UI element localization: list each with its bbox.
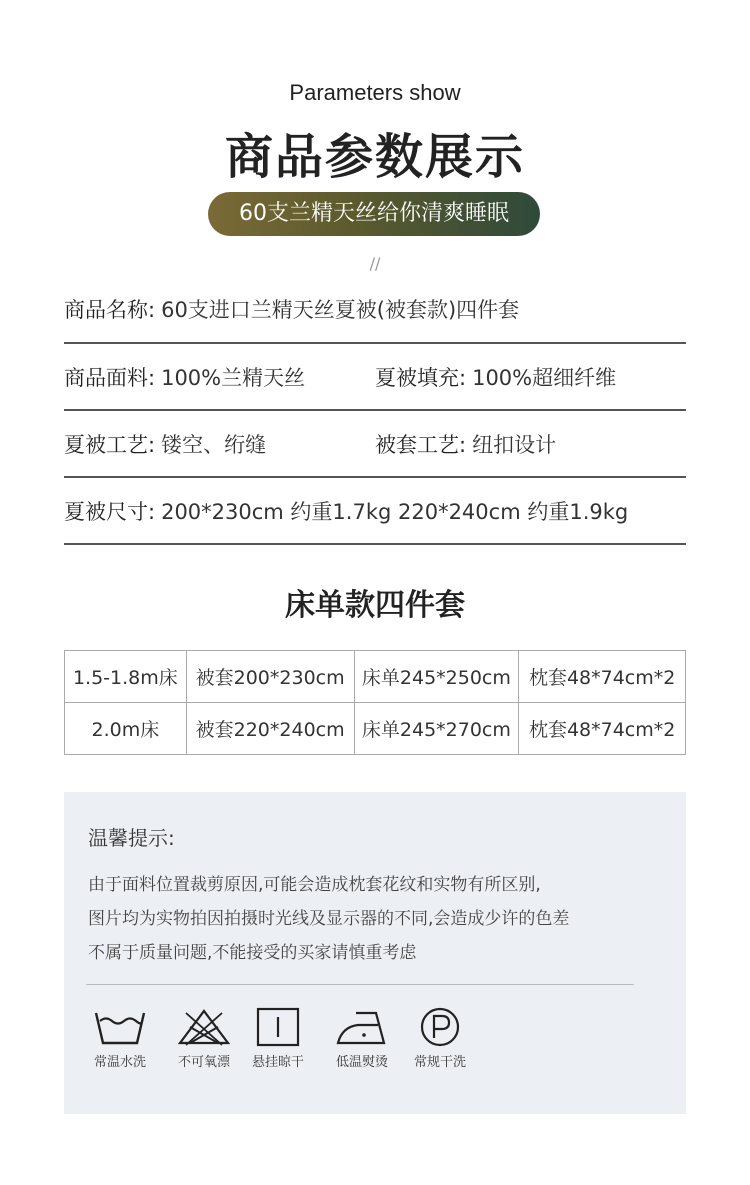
- care-label: 低温熨烫: [335, 1055, 388, 1070]
- divider-glyph: //: [369, 254, 381, 273]
- care-item: [400, 1007, 480, 1070]
- parameter-list: [64, 276, 686, 545]
- table-row: [65, 651, 686, 703]
- care-label: 不可氧漂: [177, 1055, 230, 1070]
- table-cell: 被套220*240cm: [186, 703, 354, 755]
- care-item: [80, 1007, 160, 1070]
- tagline-badge: 60支兰精天丝给你清爽睡眠: [208, 192, 540, 236]
- param-row-name: [64, 276, 686, 344]
- care-item: [164, 1007, 244, 1070]
- low-iron-icon: [334, 1007, 390, 1047]
- notice-title: 温馨提示:: [88, 826, 175, 850]
- param-value: 100%兰精天丝: [161, 365, 306, 390]
- care-item: [322, 1007, 402, 1070]
- notice-line: 不属于质量问题,不能接受的买家请慎重考虑: [88, 943, 417, 963]
- no-bleach-icon: [176, 1007, 232, 1047]
- table-row: [65, 703, 686, 755]
- param-value: 100%超细纤维: [472, 365, 617, 390]
- size-table-title: 床单款四件套: [285, 588, 465, 623]
- notice-divider: [86, 984, 634, 985]
- notice-line: 由于面料位置裁剪原因,可能会造成枕套花纹和实物有所区别,: [88, 875, 541, 895]
- param-label: 商品名称:: [64, 298, 156, 322]
- param-value: 60支进口兰精天丝夏被(被套款)四件套: [161, 298, 520, 322]
- param-label: 夏被填充:: [375, 365, 467, 390]
- size-table: [64, 650, 686, 755]
- section-eyebrow: Parameters show: [289, 80, 461, 105]
- param-label: 夏被工艺:: [64, 432, 156, 457]
- param-label: 被套工艺:: [375, 432, 467, 457]
- table-cell: 枕套48*74cm*2: [519, 651, 686, 703]
- param-value: 200*230cm 约重1.7kg 220*240cm 约重1.9kg: [161, 499, 629, 524]
- notice-panel: [64, 792, 686, 1114]
- param-row-size: [64, 478, 686, 545]
- table-cell: 床单245*270cm: [354, 703, 519, 755]
- table-cell: 2.0m床: [65, 703, 187, 755]
- dry-clean-icon: [412, 1007, 468, 1047]
- care-label: 悬挂晾干: [251, 1055, 304, 1070]
- hang-dry-icon: [250, 1007, 306, 1047]
- table-cell: 枕套48*74cm*2: [519, 703, 686, 755]
- wash-30-icon: [92, 1007, 148, 1047]
- param-value: 镂空、绗缝: [161, 432, 267, 457]
- table-cell: 床单245*250cm: [354, 651, 519, 703]
- care-label: 常温水洗: [93, 1055, 146, 1070]
- param-label: 夏被尺寸:: [64, 499, 156, 524]
- notice-line: 图片均为实物拍因拍摄时光线及显示器的不同,会造成少许的色差: [88, 909, 570, 929]
- param-row-fabric: [64, 344, 686, 411]
- param-value: 纽扣设计: [472, 432, 557, 457]
- care-label: 常规干洗: [413, 1055, 466, 1070]
- page-title: 商品参数展示: [224, 129, 525, 185]
- care-item: [238, 1007, 318, 1070]
- table-cell: 被套200*230cm: [186, 651, 354, 703]
- param-label: 商品面料:: [64, 365, 156, 390]
- param-row-craft: [64, 411, 686, 478]
- table-cell: 1.5-1.8m床: [65, 651, 187, 703]
